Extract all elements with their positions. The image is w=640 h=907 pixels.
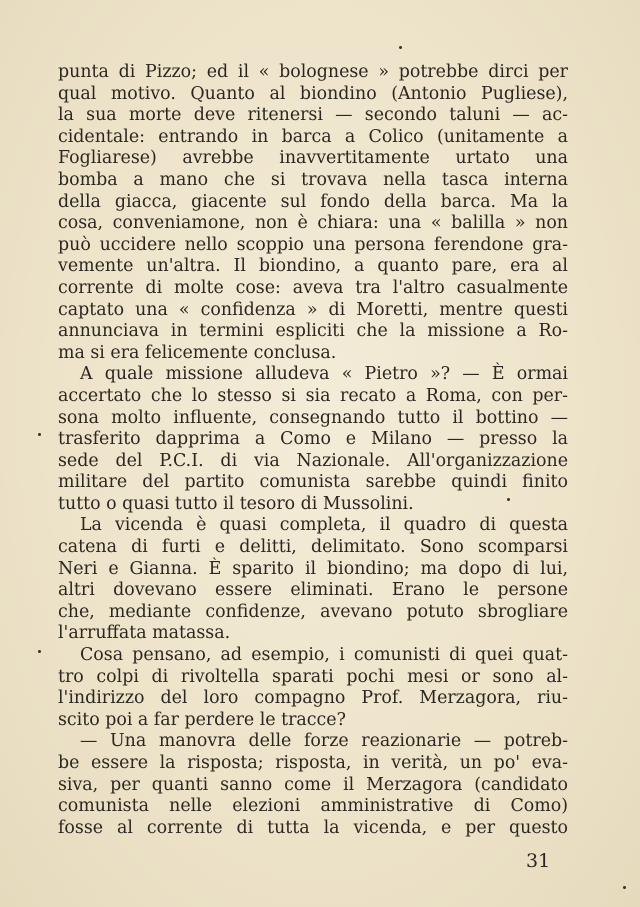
text-line: fosse al corrente di tutta la vicenda, e per questo xyxy=(58,817,568,838)
text-line: tutto o quasi tutto il tesoro di Mussolini. xyxy=(58,493,414,514)
text-line: vemente un'altra. Il biondino, a quanto pare, era al xyxy=(58,256,568,277)
paper-speck xyxy=(507,498,510,501)
paragraph xyxy=(58,515,568,645)
text-line: tro colpi di rivoltella sparati pochi mesi or sono al- xyxy=(58,666,568,687)
text-line: sede del P.C.I. di via Nazionale. All'organizzazione xyxy=(58,450,568,471)
text-line: bomba a mano che si trovava nella tasca interna xyxy=(58,169,568,190)
text-line: cosa, conveniamone, non è chiara: una « balilla » non xyxy=(58,213,568,234)
body-text xyxy=(58,62,568,839)
text-line: siva, per quanti sanno come il Merzagora (candidato xyxy=(58,774,568,795)
text-line: A quale missione alludeva « Pietro »? — È ormai xyxy=(80,364,568,385)
text-line: Neri e Gianna. È sparito il biondino; ma dopo di lui, xyxy=(58,558,568,579)
text-line: corrente di molte cose: aveva tra l'altro casualmente xyxy=(58,277,568,298)
text-line: captato una « confidenza » di Moretti, mentre questi xyxy=(58,299,568,320)
text-line: la sua morte deve ritenersi — secondo taluni — ac- xyxy=(58,105,568,126)
paragraph xyxy=(58,62,568,364)
paragraph xyxy=(58,364,568,515)
text-line: cidentale: entrando in barca a Colico (unitamente a xyxy=(58,126,568,147)
text-line: che, mediante confidenze, avevano potuto sbrogliare xyxy=(58,601,568,622)
paper-speck xyxy=(38,650,41,653)
text-line: sona molto influente, consegnando tutto il bottino — xyxy=(58,407,568,428)
text-line: — Una manovra delle forze reazionarie — potreb- xyxy=(80,731,568,752)
paragraph xyxy=(58,645,568,731)
text-line: l'arruffata matassa. xyxy=(58,623,231,644)
text-line: be essere la risposta; risposta, in verità, un po' eva- xyxy=(58,753,568,773)
text-line: militare del partito comunista sarebbe quindi finito xyxy=(58,472,568,493)
text-line: Cosa pensano, ad esempio, i comunisti di quei quat- xyxy=(80,645,568,666)
paper-speck xyxy=(38,433,41,436)
text-line: qual motivo. Quanto al biondino (Antonio Pugliese), xyxy=(58,83,568,104)
text-line: La vicenda è quasi completa, il quadro di questa xyxy=(80,515,568,536)
paper-speck xyxy=(399,46,402,49)
text-line: accertato che lo stesso si sia recato a Roma, con per- xyxy=(58,385,568,406)
page-number: 31 xyxy=(526,850,551,872)
paper-speck xyxy=(623,886,626,889)
text-line: ma si era felicemente conclusa. xyxy=(58,342,337,363)
text-line: scito poi a far perdere le tracce? xyxy=(58,709,346,730)
text-line: Fogliarese) avrebbe inavvertitamente urtato una xyxy=(58,148,568,169)
text-line: annunciava in termini espliciti che la missione a Ro- xyxy=(58,321,568,342)
paragraph xyxy=(58,731,568,839)
text-line: comunista nelle elezioni amministrative di Como) xyxy=(58,796,568,817)
text-line: della giacca, giacente sul fondo della barca. Ma la xyxy=(58,191,568,212)
text-line: può uccidere nello scoppio una persona ferendone gra- xyxy=(58,234,568,255)
text-line: punta di Pizzo; ed il « bolognese » potrebbe dirci per xyxy=(58,62,568,82)
text-line: trasferito dapprima a Como e Milano — presso la xyxy=(58,429,568,450)
text-line: l'indirizzo del loro compagno Prof. Merzagora, riu- xyxy=(58,688,568,709)
text-line: catena di furti e delitti, delimitato. Sono scomparsi xyxy=(58,537,568,558)
text-line: altri dovevano essere eliminati. Erano le persone xyxy=(58,580,568,601)
